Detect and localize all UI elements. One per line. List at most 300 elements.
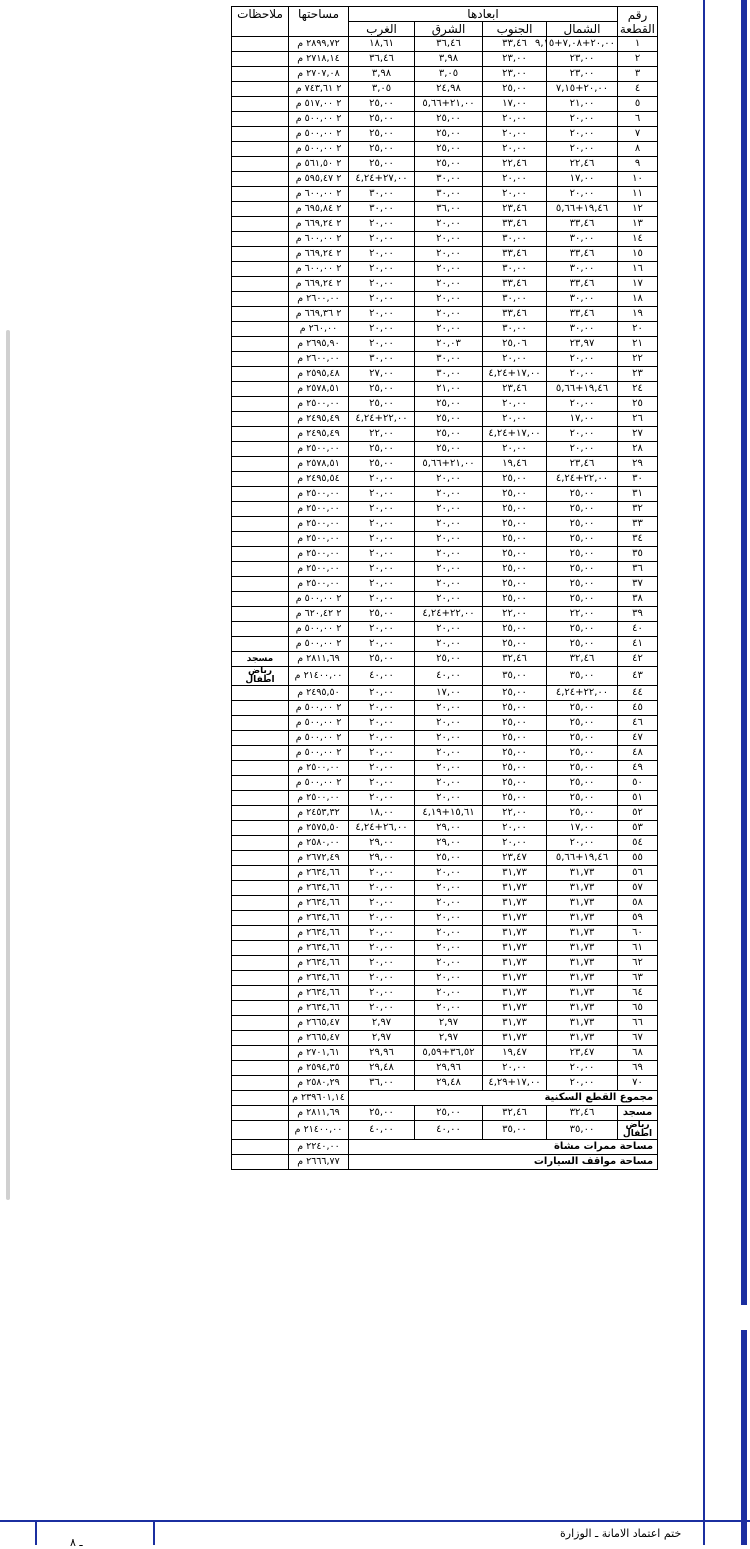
plot-note (232, 52, 289, 67)
plot-note (232, 1001, 289, 1016)
west-dim: ٢٠,٠٠ (349, 307, 415, 322)
south-dim: ٣١,٧٣ (483, 1001, 547, 1016)
north-dim: ٢٥,٠٠ (547, 776, 618, 791)
west-dim: ٢٠,٠٠ (349, 247, 415, 262)
plot-note (232, 986, 289, 1001)
plot-note (232, 607, 289, 622)
plot-note (232, 292, 289, 307)
plot-row (232, 667, 658, 686)
plot-row (232, 322, 658, 337)
plot-note (232, 127, 289, 142)
west-dim: ٢٥,٠٠ (349, 142, 415, 157)
south-dim: ١٧,٠٠ (483, 97, 547, 112)
south-dim: ١٧,٠٠+٤,٢٤ (483, 367, 547, 382)
footer-divider-1 (35, 1522, 37, 1545)
plot-number: ٥٦ (618, 866, 658, 881)
plot-row (232, 172, 658, 187)
south-dim: ٢٠,٠٠ (483, 127, 547, 142)
plot-row (232, 112, 658, 127)
plot-area: ٢ ٥٠٠,٠٠ م (289, 592, 349, 607)
north-dim: ٣١,٧٣ (547, 866, 618, 881)
plot-number: ١٢ (618, 202, 658, 217)
north-dim: ٢٠,٠٠ (547, 127, 618, 142)
plot-number: ٣٣ (618, 517, 658, 532)
west-dim: ٢٩,٠٠ (349, 836, 415, 851)
plot-area: ٢ ٦٠٠,٠٠ م (289, 262, 349, 277)
west-dim: ٢٠,٠٠ (349, 791, 415, 806)
plot-number: ٧٠ (618, 1076, 658, 1091)
plot-row (232, 82, 658, 97)
plot-row (232, 607, 658, 622)
north-dim: ٣١,٧٣ (547, 1016, 618, 1031)
plot-area: ٢ ٥٠٠,٠٠ م (289, 637, 349, 652)
east-dim: ٢٠,٠٠ (415, 472, 483, 487)
plot-area: ٢٥٠٠,٠٠ م (289, 791, 349, 806)
plot-area: ٢٧٠١,٦١ م (289, 1046, 349, 1061)
east-dim: ٢٠,٠٠ (415, 776, 483, 791)
south-dim: ٣١,٧٣ (483, 926, 547, 941)
south-dim: ٣١,٧٣ (483, 1016, 547, 1031)
plot-note (232, 866, 289, 881)
plot-number: ٢٢ (618, 352, 658, 367)
south-dim: ٢٥,٠٠ (483, 472, 547, 487)
plot-area: ٢ ٥٠٠,٠٠ م (289, 731, 349, 746)
plot-number: ٦٣ (618, 971, 658, 986)
plot-note (232, 82, 289, 97)
plot-area: ٢ ٥٠٠,٠٠ م (289, 701, 349, 716)
plot-area: ٢٤٩٥,٤٩ م (289, 427, 349, 442)
mosque-west: ٢٥,٠٠ (349, 1106, 415, 1121)
north-dim: ٣٣,٤٦ (547, 247, 618, 262)
plot-row (232, 472, 658, 487)
plot-number: ٤ (618, 82, 658, 97)
south-dim: ٢٥,٠٠ (483, 716, 547, 731)
north-dim: ٢٢,٠٠ (547, 607, 618, 622)
west-dim: ٢٠,٠٠ (349, 881, 415, 896)
south-dim: ٣١,٧٣ (483, 881, 547, 896)
plot-note (232, 622, 289, 637)
south-dim: ٢٥,٠٠ (483, 517, 547, 532)
plot-note (232, 592, 289, 607)
plot-area: ٢٦٠٠,٠٠ م (289, 292, 349, 307)
east-dim: ٢٠,٠٠ (415, 622, 483, 637)
north-dim: ٢٢,٠٠+٤,٢٤ (547, 472, 618, 487)
plot-note (232, 232, 289, 247)
plot-note (232, 532, 289, 547)
summary-rows (232, 1091, 658, 1170)
east-dim: ٢٢,٠٠+٤,٢٤ (415, 607, 483, 622)
west-dim: ٣٠,٠٠ (349, 352, 415, 367)
east-dim: ٢٠,٠٠ (415, 716, 483, 731)
plot-row (232, 1061, 658, 1076)
plot-area: ٢٦٦٥,٤٧ م (289, 1031, 349, 1046)
north-dim: ١٩,٤٦+٥,٦٦ (547, 382, 618, 397)
north-dim: ٢٥,٠٠ (547, 592, 618, 607)
east-dim: ٣٦,٠٠ (415, 202, 483, 217)
west-dim: ٢٠,٠٠ (349, 731, 415, 746)
east-dim: ٣,٩٨ (415, 52, 483, 67)
plot-row (232, 457, 658, 472)
plot-number: ٤٠ (618, 622, 658, 637)
plot-area: ٢٦٠,٠٠ م (289, 322, 349, 337)
plot-row (232, 761, 658, 776)
plot-number: ٣٢ (618, 502, 658, 517)
plot-row (232, 157, 658, 172)
header-plot-no: رقم القطعة (618, 7, 658, 37)
plot-number: ٣٥ (618, 547, 658, 562)
plot-number: ٤٩ (618, 761, 658, 776)
south-dim: ٣١,٧٣ (483, 1031, 547, 1046)
plot-row (232, 806, 658, 821)
north-dim: ٢٥,٠٠ (547, 502, 618, 517)
plot-row (232, 247, 658, 262)
plot-area: ٢٥٠٠,٠٠ م (289, 502, 349, 517)
south-dim: ٢٠,٠٠ (483, 1061, 547, 1076)
plot-number: ٢٨ (618, 442, 658, 457)
plot-number: ٤٢ (618, 652, 658, 667)
plot-row (232, 866, 658, 881)
west-dim: ٢٠,٠٠ (349, 716, 415, 731)
east-dim: ٢٥,٠٠ (415, 851, 483, 866)
empty-cell (232, 1140, 289, 1155)
plot-number: ١٣ (618, 217, 658, 232)
north-dim: ٣١,٧٣ (547, 926, 618, 941)
north-dim: ٢٠,٠٠ (547, 442, 618, 457)
plot-area: ٢٦٦٥,٤٧ م (289, 1016, 349, 1031)
plot-note (232, 851, 289, 866)
north-dim: ٢٠,٠٠ (547, 427, 618, 442)
plot-area: ٢٥٧٥,٥٠ م (289, 821, 349, 836)
plot-note (232, 577, 289, 592)
west-dim: ٢٥,٠٠ (349, 157, 415, 172)
plot-area: ٢٥٩٥,٤٨ م (289, 367, 349, 382)
empty-cell (232, 1155, 289, 1170)
frame-line-right-3 (741, 1330, 747, 1545)
plot-area: ٢٥٧٨,٥١ م (289, 382, 349, 397)
west-dim: ٢٠,٠٠ (349, 592, 415, 607)
west-dim: ٢٥,٠٠ (349, 397, 415, 412)
west-dim: ٢٠,٠٠ (349, 472, 415, 487)
east-dim: ٢٠,٠٠ (415, 592, 483, 607)
plot-note (232, 487, 289, 502)
plot-number: ٤٧ (618, 731, 658, 746)
plot-number: ٢٧ (618, 427, 658, 442)
west-dim: ٢٥,٠٠ (349, 442, 415, 457)
east-dim: ٢٠,٠٠ (415, 232, 483, 247)
plot-area: ٢ ٥٩٥,٤٧ م (289, 172, 349, 187)
plot-row (232, 1001, 658, 1016)
north-dim: ٢٣,٠٠ (547, 52, 618, 67)
west-dim: ٢٠,٠٠ (349, 746, 415, 761)
north-dim: ٣٥,٠٠ (547, 667, 618, 686)
plot-number: ١٤ (618, 232, 658, 247)
plot-row (232, 412, 658, 427)
south-dim: ٢٥,٠٠ (483, 686, 547, 701)
plot-area: ٢ ٦٦٩,٢٤ م (289, 217, 349, 232)
plot-number: ٣٨ (618, 592, 658, 607)
plot-note (232, 761, 289, 776)
plot-row (232, 686, 658, 701)
west-dim: ٢٠,٠٠ (349, 232, 415, 247)
scrollbar[interactable] (6, 330, 10, 1200)
south-dim: ٢٥,٠٠ (483, 761, 547, 776)
east-dim: ٢٩,٩٦ (415, 1061, 483, 1076)
north-dim: ٣١,٧٣ (547, 986, 618, 1001)
south-dim: ٢٠,٠٠ (483, 142, 547, 157)
north-dim: ٢٣,٩٧ (547, 337, 618, 352)
plot-area: ٢٥٨٠,٢٩ م (289, 1076, 349, 1091)
plot-note (232, 337, 289, 352)
west-dim: ٢٠,٠٠ (349, 502, 415, 517)
plot-area: ٢٦٣٤,٦٦ م (289, 971, 349, 986)
west-dim: ٢٠,٠٠ (349, 686, 415, 701)
south-dim: ٢٠,٠٠ (483, 442, 547, 457)
plot-number: ٢٦ (618, 412, 658, 427)
south-dim: ٢٥,٠٠ (483, 487, 547, 502)
plot-note (232, 307, 289, 322)
south-dim: ٢٥,٠٠ (483, 577, 547, 592)
plot-note (232, 806, 289, 821)
plot-note (232, 262, 289, 277)
north-dim: ٢٢,٤٦ (547, 157, 618, 172)
plot-area: ٢ ٦٦٩,٣٦ م (289, 307, 349, 322)
north-dim: ٢٥,٠٠ (547, 701, 618, 716)
south-dim: ٣٥,٠٠ (483, 667, 547, 686)
west-dim: ٣,٩٨ (349, 67, 415, 82)
plot-number: ٣٠ (618, 472, 658, 487)
south-dim: ١٧,٠٠+٤,٢٤ (483, 427, 547, 442)
south-dim: ٣٣,٤٦ (483, 37, 547, 52)
plot-row (232, 911, 658, 926)
south-dim: ٣١,٧٣ (483, 866, 547, 881)
west-dim: ٣٠,٠٠ (349, 187, 415, 202)
south-dim: ٣١,٧٣ (483, 911, 547, 926)
plot-row (232, 382, 658, 397)
plot-number: ١١ (618, 187, 658, 202)
east-dim: ٣٠,٠٠ (415, 187, 483, 202)
east-dim: ٢٠,٠٠ (415, 986, 483, 1001)
plot-row (232, 1046, 658, 1061)
plot-row (232, 97, 658, 112)
north-dim: ٢٣,٤٧ (547, 1046, 618, 1061)
plot-row (232, 1016, 658, 1031)
plot-note (232, 547, 289, 562)
north-dim: ٢٣,٤٦ (547, 457, 618, 472)
plot-note (232, 352, 289, 367)
plot-note: رياض اطفال (232, 667, 289, 686)
south-dim: ٣٢,٤٦ (483, 652, 547, 667)
plot-area: ٢٦٣٤,٦٦ م (289, 986, 349, 1001)
plot-number: ٢٥ (618, 397, 658, 412)
south-dim: ٢٣,٠٠ (483, 67, 547, 82)
north-dim: ٢٠,٠٠ (547, 112, 618, 127)
plot-area: ٢٦٣٤,٦٦ م (289, 1001, 349, 1016)
east-dim: ٢٥,٠٠ (415, 652, 483, 667)
plot-number: ٤١ (618, 637, 658, 652)
plot-number: ٣ (618, 67, 658, 82)
south-dim: ٣٣,٤٦ (483, 247, 547, 262)
plot-row (232, 941, 658, 956)
header-area: مساحتها (289, 7, 349, 37)
east-dim: ٢٠,٠٠ (415, 532, 483, 547)
north-dim: ٢٠,٠٠ (547, 1061, 618, 1076)
plot-area: ٢٦٧٢,٤٩ م (289, 851, 349, 866)
plot-row (232, 352, 658, 367)
kindergarten-north: ٣٥,٠٠ (547, 1121, 618, 1140)
north-dim: ٢٠,٠٠ (547, 367, 618, 382)
walkway-area: ٢٢٤٠,٠٠ م (289, 1140, 349, 1155)
west-dim: ١٨,٠٠ (349, 806, 415, 821)
south-dim: ٢٠,٠٠ (483, 187, 547, 202)
plot-note (232, 1031, 289, 1046)
plot-row (232, 821, 658, 836)
south-dim: ٣٣,٤٦ (483, 307, 547, 322)
plot-number: ٥٥ (618, 851, 658, 866)
plot-rows (232, 37, 658, 1091)
plot-row (232, 487, 658, 502)
west-dim: ٢٠,٠٠ (349, 926, 415, 941)
west-dim: ٢٠,٠٠ (349, 262, 415, 277)
south-dim: ٢٥,٠٠ (483, 746, 547, 761)
mosque-north: ٣٢,٤٦ (547, 1106, 618, 1121)
west-dim: ٢٠,٠٠ (349, 622, 415, 637)
plot-note (232, 442, 289, 457)
plot-row (232, 277, 658, 292)
east-dim: ٢٥,٠٠ (415, 127, 483, 142)
south-dim: ٢٥,٠٠ (483, 701, 547, 716)
plot-row (232, 776, 658, 791)
east-dim: ٢٠,٠٠ (415, 292, 483, 307)
east-dim: ٢٠,٠٠ (415, 956, 483, 971)
north-dim: ٢٥,٠٠ (547, 716, 618, 731)
south-dim: ٣١,٧٣ (483, 956, 547, 971)
plot-area: ٢٥٠٠,٠٠ م (289, 517, 349, 532)
south-dim: ٢٣,٤٦ (483, 382, 547, 397)
residential-total-label: مجموع القطع السكنية (349, 1091, 658, 1106)
west-dim: ٢٩,٤٨ (349, 1061, 415, 1076)
plot-number: ٦٢ (618, 956, 658, 971)
plot-row (232, 926, 658, 941)
south-dim: ٣٠,٠٠ (483, 292, 547, 307)
kindergarten-west: ٤٠,٠٠ (349, 1121, 415, 1140)
north-dim: ٢٥,٠٠ (547, 731, 618, 746)
east-dim: ٢٠,٠٠ (415, 791, 483, 806)
east-dim: ٢٠,٠٠ (415, 322, 483, 337)
north-dim: ٢٠,٠٠+٧,٠٨+٩,١٥ (547, 37, 618, 52)
plot-note (232, 1061, 289, 1076)
north-dim: ٣١,٧٣ (547, 1001, 618, 1016)
plot-area: ٢٨١١,٦٩ م (289, 652, 349, 667)
east-dim: ٢٥,٠٠ (415, 112, 483, 127)
mosque-label: مسجد (618, 1106, 658, 1121)
plot-area: ٢٦٣٤,٦٦ م (289, 926, 349, 941)
plot-row (232, 427, 658, 442)
plot-number: ٤٤ (618, 686, 658, 701)
plot-number: ١ (618, 37, 658, 52)
plot-area: ٢٨٩٩,٧٢ م (289, 37, 349, 52)
plot-area: ٢٥٠٠,٠٠ م (289, 562, 349, 577)
plot-note (232, 472, 289, 487)
plot-number: ١٨ (618, 292, 658, 307)
plot-number: ٦٦ (618, 1016, 658, 1031)
south-dim: ٣٠,٠٠ (483, 262, 547, 277)
plot-note (232, 686, 289, 701)
plot-number: ٦٨ (618, 1046, 658, 1061)
plot-area: ٢٥٠٠,٠٠ م (289, 577, 349, 592)
south-dim: ٢٣,٤٦ (483, 202, 547, 217)
kindergarten-south: ٣٥,٠٠ (483, 1121, 547, 1140)
plot-row (232, 637, 658, 652)
east-dim: ٣٠,٠٠ (415, 172, 483, 187)
plot-area: ٢٦٣٤,٦٦ م (289, 866, 349, 881)
plot-note (232, 716, 289, 731)
west-dim: ٢٥,٠٠ (349, 607, 415, 622)
plot-row (232, 337, 658, 352)
north-dim: ٣٣,٤٦ (547, 277, 618, 292)
south-dim: ٢٠,٠٠ (483, 352, 547, 367)
south-dim: ٣١,٧٣ (483, 971, 547, 986)
south-dim: ٢٢,٤٦ (483, 157, 547, 172)
plot-note (232, 67, 289, 82)
plot-area: ٢٦٠٠,٠٠ م (289, 352, 349, 367)
plot-number: ١٦ (618, 262, 658, 277)
north-dim: ٢٠,٠٠ (547, 836, 618, 851)
plot-number: ٦١ (618, 941, 658, 956)
plot-area: ٢٤٩٥,٥٤ م (289, 472, 349, 487)
south-dim: ٢٣,٤٧ (483, 851, 547, 866)
plot-row (232, 716, 658, 731)
plot-area: ٢٦٣٤,٦٦ م (289, 911, 349, 926)
plot-note (232, 187, 289, 202)
west-dim: ٢٠,٠٠ (349, 896, 415, 911)
west-dim: ٣٦,٠٠ (349, 1076, 415, 1091)
plot-note (232, 941, 289, 956)
plot-number: ٢٠ (618, 322, 658, 337)
plot-row (232, 731, 658, 746)
west-dim: ٢٩,٩٦ (349, 1046, 415, 1061)
plot-row (232, 592, 658, 607)
west-dim: ٢٠,٠٠ (349, 562, 415, 577)
header-north: الشمال (547, 22, 618, 37)
south-dim: ٢٥,٠٠ (483, 502, 547, 517)
north-dim: ٢٣,٠٠ (547, 67, 618, 82)
west-dim: ٢,٩٧ (349, 1016, 415, 1031)
plot-number: ٥٩ (618, 911, 658, 926)
plot-area: ٢ ٥٦١,٥٠ م (289, 157, 349, 172)
plot-number: ٣٦ (618, 562, 658, 577)
north-dim: ٢٥,٠٠ (547, 746, 618, 761)
plot-row (232, 517, 658, 532)
summary-parking-row (232, 1155, 658, 1170)
plot-area: ٢ ٦٩٥,٨٤ م (289, 202, 349, 217)
plot-number: ٦٤ (618, 986, 658, 1001)
plot-note (232, 247, 289, 262)
plot-note (232, 37, 289, 52)
north-dim: ٢٥,٠٠ (547, 806, 618, 821)
plot-row (232, 307, 658, 322)
plot-note (232, 1076, 289, 1091)
west-dim: ٢٧,٠٠ (349, 367, 415, 382)
walkway-label: مساحة ممرات مشاة (349, 1140, 658, 1155)
east-dim: ٢٠,٠٠ (415, 277, 483, 292)
plot-row (232, 262, 658, 277)
plot-number: ٤٥ (618, 701, 658, 716)
plot-number: ١٥ (618, 247, 658, 262)
east-dim: ٢,٩٧ (415, 1016, 483, 1031)
north-dim: ٣٠,٠٠ (547, 322, 618, 337)
plot-area: ٢٧٠٧,٠٨ م (289, 67, 349, 82)
plot-area: ٢٥٧٨,٥١ م (289, 457, 349, 472)
